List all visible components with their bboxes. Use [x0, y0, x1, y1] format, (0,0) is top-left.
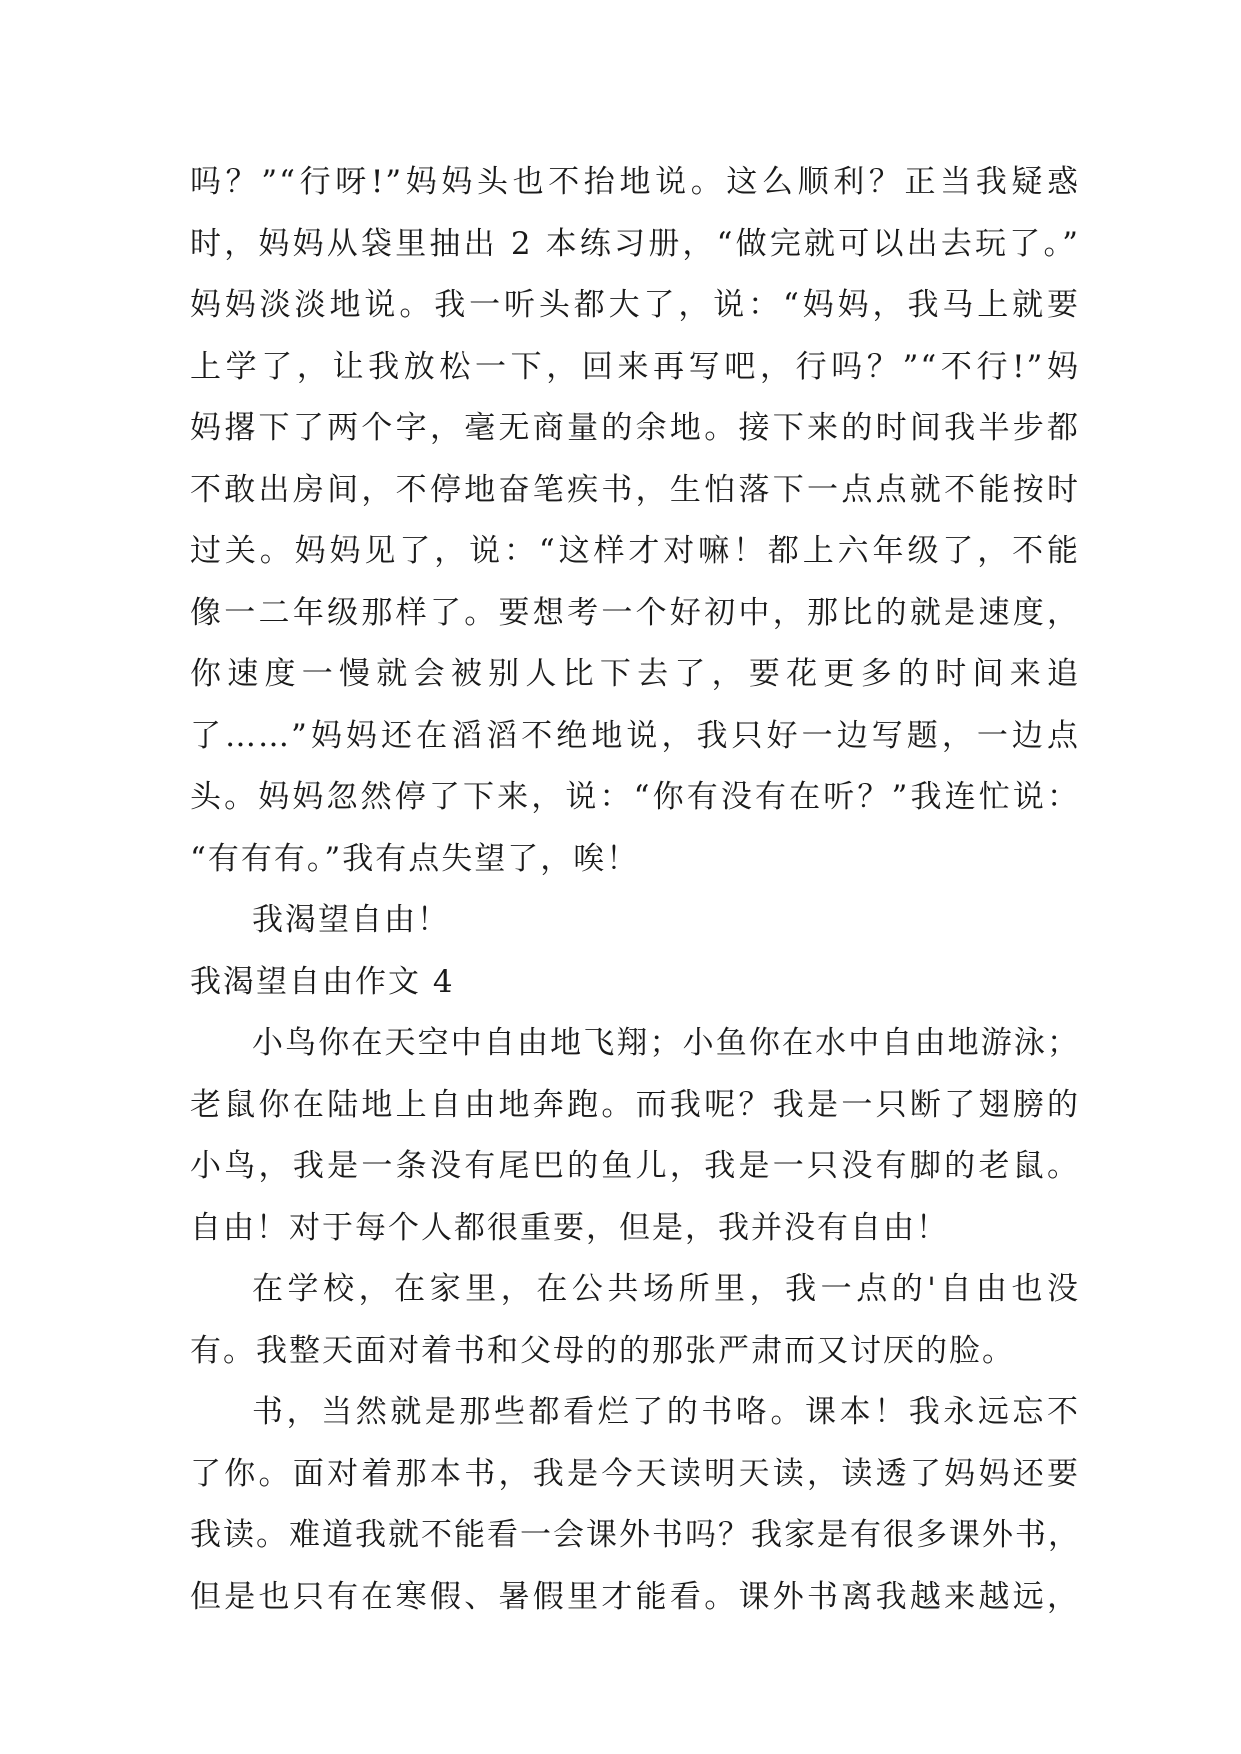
- text-line: 头。妈妈忽然停了下来，说：“你有没有在听？”我连忙说：: [190, 779, 1080, 815]
- text-line: 自由！对于每个人都很重要，但是，我并没有自由！: [190, 1209, 949, 1246]
- text-line: 妈撂下了两个字，毫无商量的余地。接下来的时间我半步都: [190, 410, 1080, 446]
- text-line: 了你。面对着那本书，我是今天读明天读，读透了妈妈还要: [190, 1455, 1080, 1492]
- text-line: 不敢出房间，不停地奋笔疾书，生怕落下一点点就不能按时: [190, 471, 1080, 508]
- text-line: 小鸟你在天空中自由地飞翔；小鱼你在水中自由地游泳；: [252, 1025, 1080, 1061]
- text-line: 我渴望自由！: [252, 902, 450, 938]
- text-line: 你速度一慢就会被别人比下去了，要花更多的时间来追: [190, 656, 1080, 692]
- text-line: 但是也只有在寒假、暑假里才能看。课外书离我越来越远，: [190, 1578, 1080, 1615]
- text-line: “有有有。”我有点失望了，唉！: [190, 840, 640, 877]
- section-heading: 我渴望自由作文 4: [190, 963, 455, 1000]
- text-line: 妈妈淡淡地说。我一听头都大了，说：“妈妈，我马上就要: [190, 287, 1080, 323]
- text-line: 过关。妈妈见了，说：“这样才对嘛！都上六年级了，不能: [190, 533, 1080, 569]
- text-line: 在学校，在家里，在公共场所里，我一点的'自由也没: [252, 1271, 1080, 1307]
- text-line: 上学了，让我放松一下，回来再写吧，行吗？”“不行!”妈: [190, 348, 1080, 385]
- text-line: 吗？”“行呀!”妈妈头也不抬地说。这么顺利？正当我疑惑: [190, 164, 1080, 200]
- text-line: 像一二年级那样了。要想考一个好初中，那比的就是速度，: [190, 594, 1080, 631]
- text-line: 了……”妈妈还在滔滔不绝地说，我只好一边写题，一边点: [190, 717, 1080, 754]
- text-line: 有。我整天面对着书和父母的的那张严肃而又讨厌的脸。: [190, 1332, 1015, 1369]
- text-line: 我读。难道我就不能看一会课外书吗？我家是有很多课外书，: [190, 1517, 1081, 1553]
- text-line: 书，当然就是那些都看烂了的书咯。课本！我永远忘不: [252, 1394, 1080, 1430]
- text-line: 时，妈妈从袋里抽出 2 本练习册，“做完就可以出去玩了。”: [190, 225, 1080, 262]
- essay-text: [190, 152, 1080, 1628]
- text-line: 小鸟，我是一条没有尾巴的鱼儿，我是一只没有脚的老鼠。: [190, 1148, 1080, 1184]
- text-line: 老鼠你在陆地上自由地奔跑。而我呢？我是一只断了翅膀的: [190, 1086, 1080, 1123]
